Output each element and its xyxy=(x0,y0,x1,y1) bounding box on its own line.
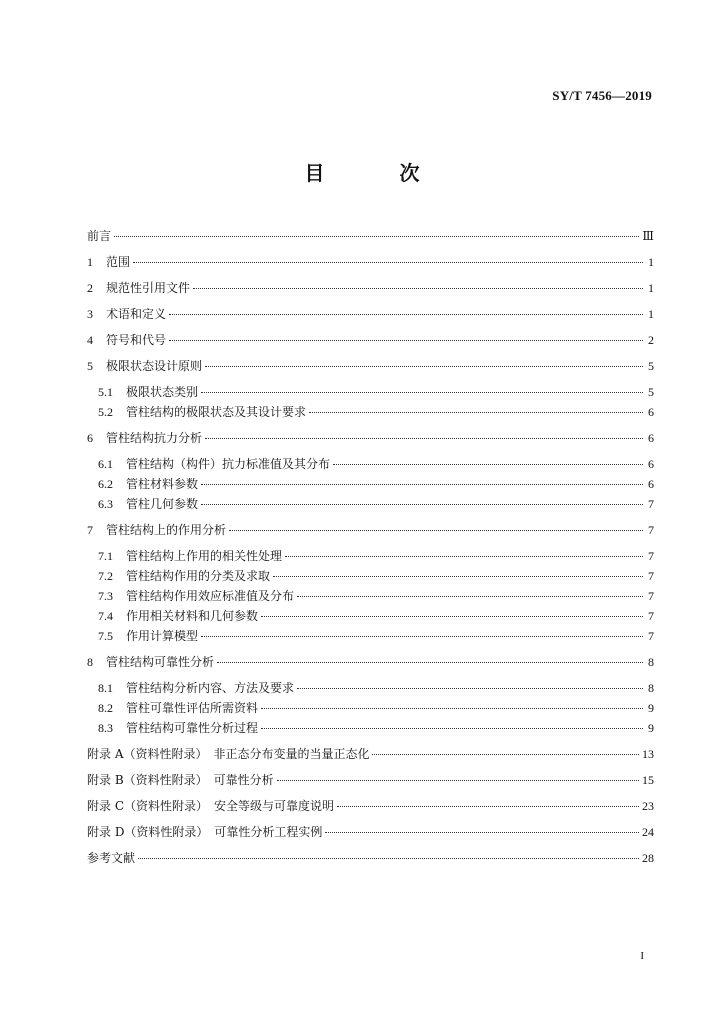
toc-entry-page: 1 xyxy=(648,255,654,269)
toc-leader-dots xyxy=(201,472,643,485)
toc-entry[interactable] xyxy=(98,606,654,626)
toc-entry-label: 管柱结构上的作用分析 xyxy=(106,523,227,537)
toc-entry-page: 7 xyxy=(648,523,654,537)
toc-entry[interactable] xyxy=(87,796,654,816)
toc-entry-page: 15 xyxy=(642,773,654,787)
toc-entry-page: 24 xyxy=(642,825,654,839)
toc-entry-label: 作用计算模型 xyxy=(126,629,199,643)
toc-entry[interactable] xyxy=(87,252,654,272)
toc-entry-number: 5.1 xyxy=(98,385,113,399)
toc-entry[interactable] xyxy=(98,698,654,718)
toc-entry-page: 7 xyxy=(648,549,654,563)
toc-entry-page: 8 xyxy=(648,655,654,669)
toc-entry-label: 管柱结构的极限状态及其设计要求 xyxy=(126,405,307,419)
toc-leader-dots xyxy=(114,224,639,237)
toc-leader-dots xyxy=(325,820,639,833)
standard-code: SY/T 7456—2019 xyxy=(552,88,652,103)
toc-entry-page: 9 xyxy=(648,701,654,715)
toc-leader-dots xyxy=(309,400,643,413)
toc-leader-dots xyxy=(297,584,643,597)
toc-entry-number: 7.3 xyxy=(98,589,113,603)
toc-entry-number: 8.3 xyxy=(98,721,113,735)
toc-entry-label: 管柱结构分析内容、方法及要求 xyxy=(126,681,295,695)
page-number: I xyxy=(640,950,644,962)
toc-leader-dots xyxy=(273,564,643,577)
toc-entry-page: 7 xyxy=(648,589,654,603)
toc-entry-page: 6 xyxy=(648,477,654,491)
toc-entry-number: 3 xyxy=(87,307,93,321)
toc-leader-dots xyxy=(205,426,643,439)
toc-entry[interactable] xyxy=(98,586,654,606)
page-title: 目 次 xyxy=(304,161,454,185)
toc-entry-number: 6.1 xyxy=(98,457,113,471)
toc-entry-label: 管柱结构（构件）抗力标准值及其分布 xyxy=(126,457,331,471)
toc-entry-label: 附录 C（资料性附录） 安全等级与可靠度说明 xyxy=(87,799,334,813)
toc-entry-label: 附录 B（资料性附录） 可靠性分析 xyxy=(87,773,274,787)
toc-entry-label: 附录 D（资料性附录） 可靠性分析工程实例 xyxy=(87,825,323,839)
toc-entry-number: 6.3 xyxy=(98,497,113,511)
toc-leader-dots xyxy=(201,492,643,505)
toc-entry-label: 管柱几何参数 xyxy=(126,497,199,511)
toc-entry[interactable] xyxy=(98,454,654,474)
toc-entry[interactable] xyxy=(87,356,654,376)
toc-leader-dots xyxy=(201,380,643,393)
toc-entry[interactable] xyxy=(98,474,654,494)
toc-entry-label: 附录 A（资料性附录） 非正态分布变量的当量正态化 xyxy=(87,747,370,761)
toc-leader-dots xyxy=(285,544,643,557)
toc-entry-number: 6 xyxy=(87,431,93,445)
toc-entry-page: 23 xyxy=(642,799,654,813)
toc-leader-dots xyxy=(229,518,643,531)
toc-entry-number: 6.2 xyxy=(98,477,113,491)
toc-entry-page: 8 xyxy=(648,681,654,695)
toc-entry-page: 13 xyxy=(642,747,654,761)
toc-entry-label: 作用相关材料和几何参数 xyxy=(126,609,259,623)
toc-entry-label: 极限状态设计原则 xyxy=(106,359,203,373)
toc-leader-dots xyxy=(261,604,643,617)
toc-entry-page: 7 xyxy=(648,609,654,623)
toc-entry-label: 管柱结构可靠性分析 xyxy=(106,655,215,669)
toc-entry[interactable] xyxy=(98,626,654,646)
toc-entry[interactable] xyxy=(87,770,654,790)
toc-entry-label: 范围 xyxy=(106,255,131,269)
toc-entry-label: 管柱可靠性评估所需资料 xyxy=(126,701,259,715)
toc-entry-label: 参考文献 xyxy=(87,851,136,865)
toc-entry-label: 规范性引用文件 xyxy=(106,281,191,295)
toc-entry-number: 2 xyxy=(87,281,93,295)
toc-leader-dots xyxy=(138,846,639,859)
toc-entry-label: 极限状态类别 xyxy=(126,385,199,399)
toc-entry[interactable] xyxy=(87,744,654,764)
toc-entry[interactable] xyxy=(87,428,654,448)
toc-entry-number: 8.1 xyxy=(98,681,113,695)
toc-leader-dots xyxy=(201,624,643,637)
toc-entry-number: 5.2 xyxy=(98,405,113,419)
toc-entry-label: 管柱结构作用效应标准值及分布 xyxy=(126,589,295,603)
toc-entry-number: 7 xyxy=(87,523,93,537)
toc-entry-number: 8.2 xyxy=(98,701,113,715)
toc-entry-number: 1 xyxy=(87,255,93,269)
toc-leader-dots xyxy=(169,302,643,315)
toc-entry-page: 5 xyxy=(648,385,654,399)
toc-entry-page: 5 xyxy=(648,359,654,373)
toc-entry-number: 7.1 xyxy=(98,549,113,563)
toc-entry-label: 管柱结构作用的分类及求取 xyxy=(126,569,271,583)
toc-entry-number: 7.2 xyxy=(98,569,113,583)
toc-entry-number: 4 xyxy=(87,333,93,347)
toc-entry[interactable] xyxy=(87,304,654,324)
toc-entry[interactable] xyxy=(98,718,654,738)
toc-entry[interactable] xyxy=(87,226,654,246)
toc-entry-label: 管柱结构抗力分析 xyxy=(106,431,203,445)
toc-leader-dots xyxy=(261,716,643,729)
toc-entry-page: 9 xyxy=(648,721,654,735)
toc-entry-label: 管柱材料参数 xyxy=(126,477,199,491)
toc-entry[interactable] xyxy=(87,330,654,350)
toc-entry[interactable] xyxy=(98,402,654,422)
toc-entry[interactable] xyxy=(87,652,654,672)
toc-entry-page: 7 xyxy=(648,569,654,583)
toc-entry[interactable] xyxy=(98,546,654,566)
toc-entry-page: 1 xyxy=(648,307,654,321)
toc-entry-page: 6 xyxy=(648,431,654,445)
toc-leader-dots xyxy=(205,354,643,367)
toc-entry[interactable] xyxy=(87,822,654,842)
toc-entry-page: 7 xyxy=(648,497,654,511)
toc-leader-dots xyxy=(297,676,643,689)
toc-entry-label: 术语和定义 xyxy=(106,307,167,321)
toc-entry[interactable] xyxy=(98,678,654,698)
toc-entry-page: 2 xyxy=(648,333,654,347)
toc-entry-label: 符号和代号 xyxy=(106,333,167,347)
toc-entry-page: 7 xyxy=(648,629,654,643)
toc-leader-dots xyxy=(193,276,643,289)
toc-entry[interactable] xyxy=(87,848,654,868)
toc-entry[interactable] xyxy=(98,382,654,402)
toc-leader-dots xyxy=(261,696,643,709)
toc-entry-page: 28 xyxy=(642,851,654,865)
toc-entry-number: 7.5 xyxy=(98,629,113,643)
toc-leader-dots xyxy=(277,768,639,781)
toc-entry-page: 1 xyxy=(648,281,654,295)
toc-entry[interactable] xyxy=(98,494,654,514)
toc-leader-dots xyxy=(337,794,639,807)
toc-entry-label: 管柱结构可靠性分析过程 xyxy=(126,721,259,735)
toc-entry-page: 6 xyxy=(648,457,654,471)
toc-leader-dots xyxy=(372,742,639,755)
toc-leader-dots xyxy=(333,452,643,465)
toc-leader-dots xyxy=(169,328,643,341)
toc-entry-number: 5 xyxy=(87,359,93,373)
toc-leader-dots xyxy=(133,250,643,263)
toc-entry[interactable] xyxy=(98,566,654,586)
toc-entry-number: 8 xyxy=(87,655,93,669)
toc-entry-number: 7.4 xyxy=(98,609,113,623)
toc-entry-page: Ⅲ xyxy=(642,229,654,243)
toc-entry-label: 管柱结构上作用的相关性处理 xyxy=(126,549,283,563)
toc-entry-label: 前言 xyxy=(87,229,112,243)
toc-entry[interactable] xyxy=(87,278,654,298)
toc-entry[interactable] xyxy=(87,520,654,540)
toc-entry-page: 6 xyxy=(648,405,654,419)
toc-leader-dots xyxy=(217,650,643,663)
